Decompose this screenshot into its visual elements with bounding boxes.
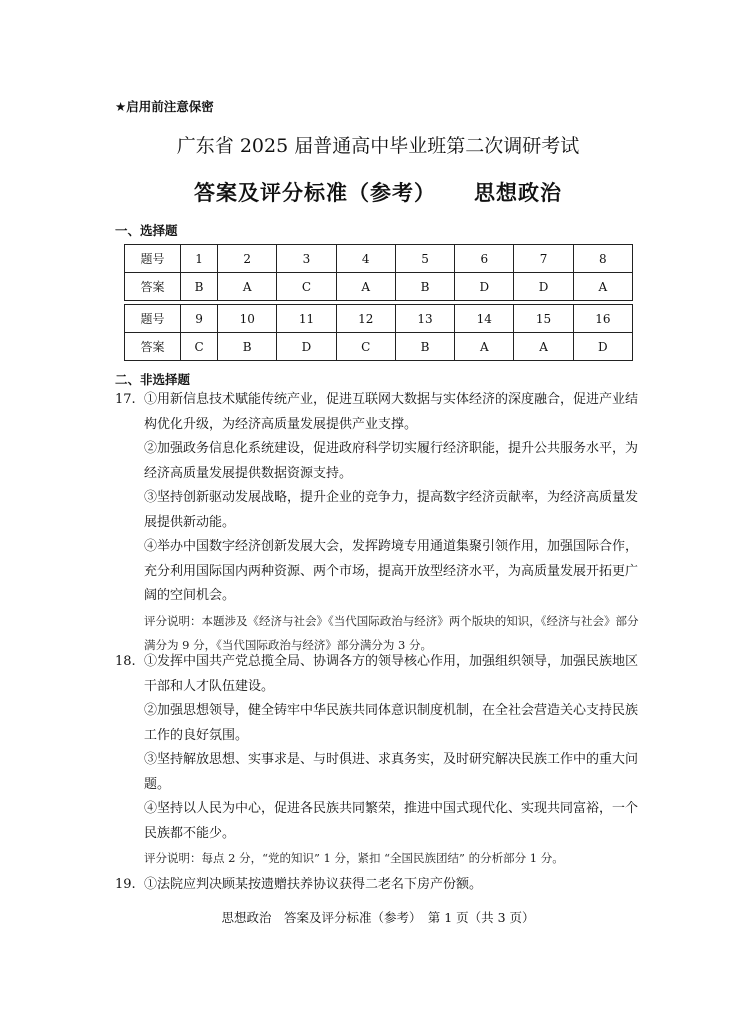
table-cell: 6 xyxy=(455,245,514,273)
answer-point: ③坚持创新驱动发展战略，提升企业的竞争力，提高数字经济贡献率，为经济高质量发展提供新动能。 xyxy=(144,490,639,530)
table-cell: C xyxy=(277,273,336,301)
answer-title-text: 答案及评分标准（参考） xyxy=(194,181,436,205)
row-label: 答案 xyxy=(125,273,181,301)
table-row xyxy=(125,273,633,301)
question-number: 19. xyxy=(115,877,136,892)
answer-point: ①法院应判决顾某按遗赠扶养协议获得二老名下房产份额。 xyxy=(144,877,483,892)
table-cell: D xyxy=(573,333,632,361)
section-choice-title: 一、选择题 xyxy=(115,223,178,238)
table-cell: B xyxy=(218,333,277,361)
answer-point: ①发挥中国共产党总揽全局、协调各方的领导核心作用，加强组织领导，加强民族地区干部和人才队伍建设。 xyxy=(144,654,639,694)
table-cell: A xyxy=(514,333,573,361)
table-row xyxy=(125,245,633,273)
table-cell: D xyxy=(455,273,514,301)
table-cell: 1 xyxy=(181,245,218,273)
table-cell: 8 xyxy=(573,245,632,273)
grading-note: 评分说明：本题涉及《经济与社会》《当代国际政治与经济》两个版块的知识，《经济与社会》部分满分为 9 分，《当代国际政治与经济》部分满分为 3 分。 xyxy=(144,613,639,652)
table-cell: B xyxy=(181,273,218,301)
table-row xyxy=(125,305,633,333)
table-cell: A xyxy=(336,273,395,301)
table-cell: 16 xyxy=(573,305,632,333)
question-18 xyxy=(115,650,645,871)
table-cell: B xyxy=(395,333,454,361)
table-cell: 4 xyxy=(336,245,395,273)
table-cell: B xyxy=(395,273,454,301)
table-cell: C xyxy=(181,333,218,361)
row-label: 答案 xyxy=(125,333,181,361)
row-label: 题号 xyxy=(125,245,181,273)
table-cell: C xyxy=(336,333,395,361)
answer-point: ②加强思想领导，健全铸牢中华民族共同体意识制度机制，在全社会营造关心支持民族工作的良好氛围。 xyxy=(144,703,639,743)
question-19 xyxy=(115,873,645,898)
table-cell: 13 xyxy=(395,305,454,333)
table-cell: 5 xyxy=(395,245,454,273)
table-cell: D xyxy=(514,273,573,301)
answer-point: ③坚持解放思想、实事求是、与时俱进、求真务实，及时研究解决民族工作中的重大问题。 xyxy=(144,752,639,792)
table-cell: A xyxy=(218,273,277,301)
table-cell: D xyxy=(277,333,336,361)
table-cell: 3 xyxy=(277,245,336,273)
answer-point: ②加强政务信息化系统建设，促进政府科学切实履行经济职能，提升公共服务水平，为经济高质量发展提供数据资源支持。 xyxy=(144,441,639,481)
table-cell: 2 xyxy=(218,245,277,273)
subject-title: 思想政治 xyxy=(474,181,562,205)
answer-title xyxy=(0,177,756,207)
answer-point: ④举办中国数字经济创新发展大会，发挥跨境专用通道集聚引领作用，加强国际合作，充分利用国际国内两种资源、两个市场，提高开放型经济水平，为高质量发展开拓更广阔的空间机会。 xyxy=(144,539,639,603)
table-cell: A xyxy=(455,333,514,361)
confidential-label: ★启用前注意保密 xyxy=(115,99,214,114)
table-cell: 7 xyxy=(514,245,573,273)
exam-title: 广东省 2025 届普通高中毕业班第二次调研考试 xyxy=(176,135,580,157)
grading-note: 评分说明：每点 2 分，“党的知识” 1 分，紧扣 “全国民族团结” 的分析部分 1 分。 xyxy=(144,851,564,865)
table-cell: A xyxy=(573,273,632,301)
table-cell: 15 xyxy=(514,305,573,333)
answer-point: ①用新信息技术赋能传统产业，促进互联网大数据与实体经济的深度融合，促进产业结构优化升级，为经济高质量发展提供产业支撑。 xyxy=(144,392,639,432)
table-cell: 12 xyxy=(336,305,395,333)
table-row xyxy=(125,333,633,361)
table-cell: 9 xyxy=(181,305,218,333)
table-cell: 14 xyxy=(455,305,514,333)
section-nonchoice-title: 二、非选择题 xyxy=(115,372,191,387)
page-footer: 思想政治 答案及评分标准（参考） 第 1 页（共 3 页） xyxy=(221,910,535,925)
table-cell: 11 xyxy=(277,305,336,333)
question-number: 18. xyxy=(115,654,136,669)
question-17 xyxy=(115,388,645,658)
answer-table xyxy=(124,244,633,361)
answer-point: ④坚持以人民为中心，促进各民族共同繁荣，推进中国式现代化、实现共同富裕，一个民族都不能少。 xyxy=(144,801,639,841)
row-label: 题号 xyxy=(125,305,181,333)
question-number: 17. xyxy=(115,392,136,407)
table-cell: 10 xyxy=(218,305,277,333)
